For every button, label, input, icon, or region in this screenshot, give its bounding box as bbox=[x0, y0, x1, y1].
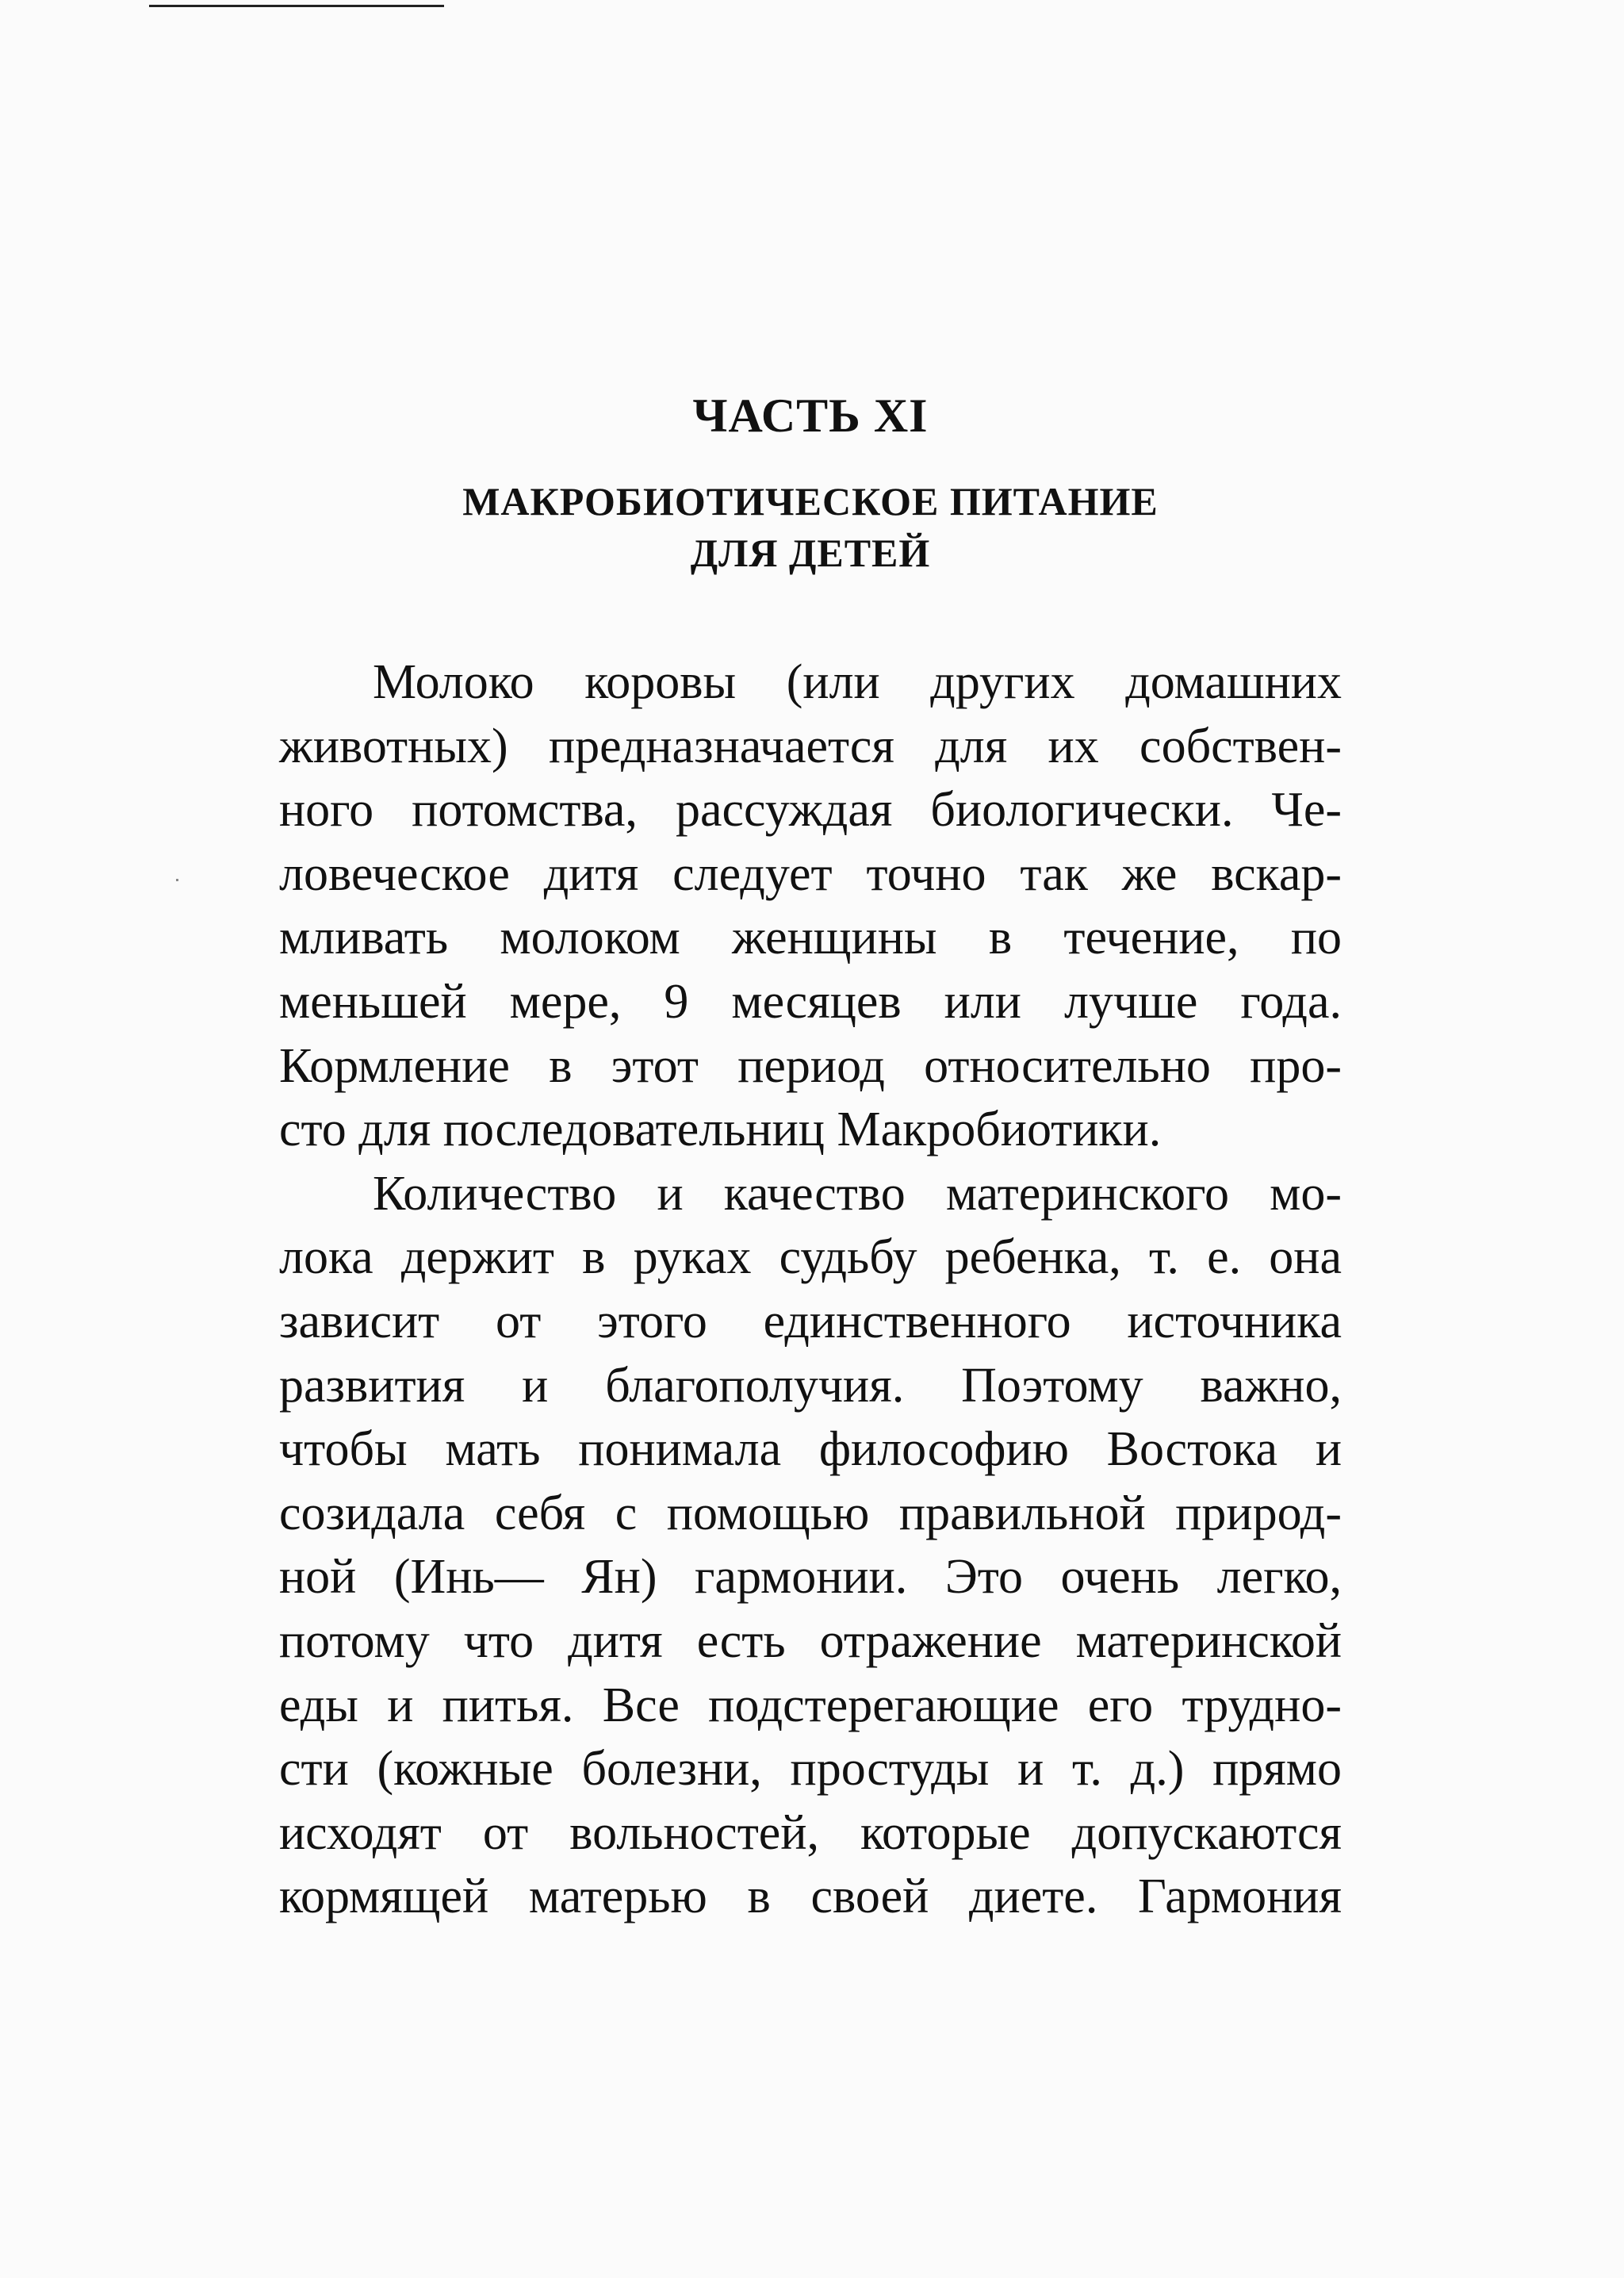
part-title: ЧАСТЬ XI bbox=[692, 389, 929, 442]
section-title bbox=[279, 476, 1342, 579]
top-rule bbox=[149, 5, 444, 7]
text-line: ловеческое дитя следует точно так же вскар- bbox=[279, 846, 1342, 901]
text-line: Молоко коровы (или других домашних bbox=[373, 655, 1342, 709]
text-line: кормящей матерью в своей диете. Гармония bbox=[279, 1870, 1342, 1924]
text-line: развития и благополучия. Поэтому важно, bbox=[279, 1358, 1342, 1413]
body-text bbox=[279, 650, 1342, 1929]
text-line: Количество и качество материнского мо- bbox=[373, 1166, 1342, 1221]
text-line: животных) предназначается для их собствен- bbox=[279, 719, 1342, 773]
section-title-line: МАКРОБИОТИЧЕСКОЕ ПИТАНИЕ bbox=[462, 479, 1159, 523]
text-line: исходят от вольностей, которые допускаются bbox=[279, 1805, 1342, 1860]
text-line: потому что дитя есть отражение материнской bbox=[279, 1613, 1342, 1668]
text-line: созидала себя с помощью правильной природ- bbox=[279, 1486, 1342, 1540]
scan-speck bbox=[176, 879, 178, 881]
text-line: зависит от этого единственного источника bbox=[279, 1294, 1342, 1348]
text-line: лока держит в руках судьбу ребенка, т. е. она bbox=[279, 1230, 1342, 1285]
text-line: мливать молоком женщины в течение, по bbox=[279, 911, 1342, 965]
text-line: сти (кожные болезни, простуды и т. д.) прямо bbox=[279, 1742, 1342, 1797]
text-line: сто для последовательниц Макробиотики. bbox=[279, 1103, 1162, 1157]
text-line: еды и питья. Все подстерегающие его трудно- bbox=[279, 1678, 1342, 1732]
text-line: ного потомства, рассуждая биологически. Че- bbox=[279, 783, 1342, 838]
text-line: ной (Инь— Ян) гармонии. Это очень легко, bbox=[279, 1550, 1342, 1605]
paragraph-1 bbox=[279, 650, 1342, 1162]
section-title-line: ДЛЯ ДЕТЕЙ bbox=[690, 531, 931, 575]
text-line: Кормление в этот период относительно про- bbox=[279, 1038, 1342, 1093]
paragraph-2 bbox=[279, 1162, 1342, 1929]
text-line: чтобы мать понимала философию Востока и bbox=[279, 1422, 1342, 1477]
text-line: меньшей мере, 9 месяцев или лучше года. bbox=[279, 974, 1342, 1029]
